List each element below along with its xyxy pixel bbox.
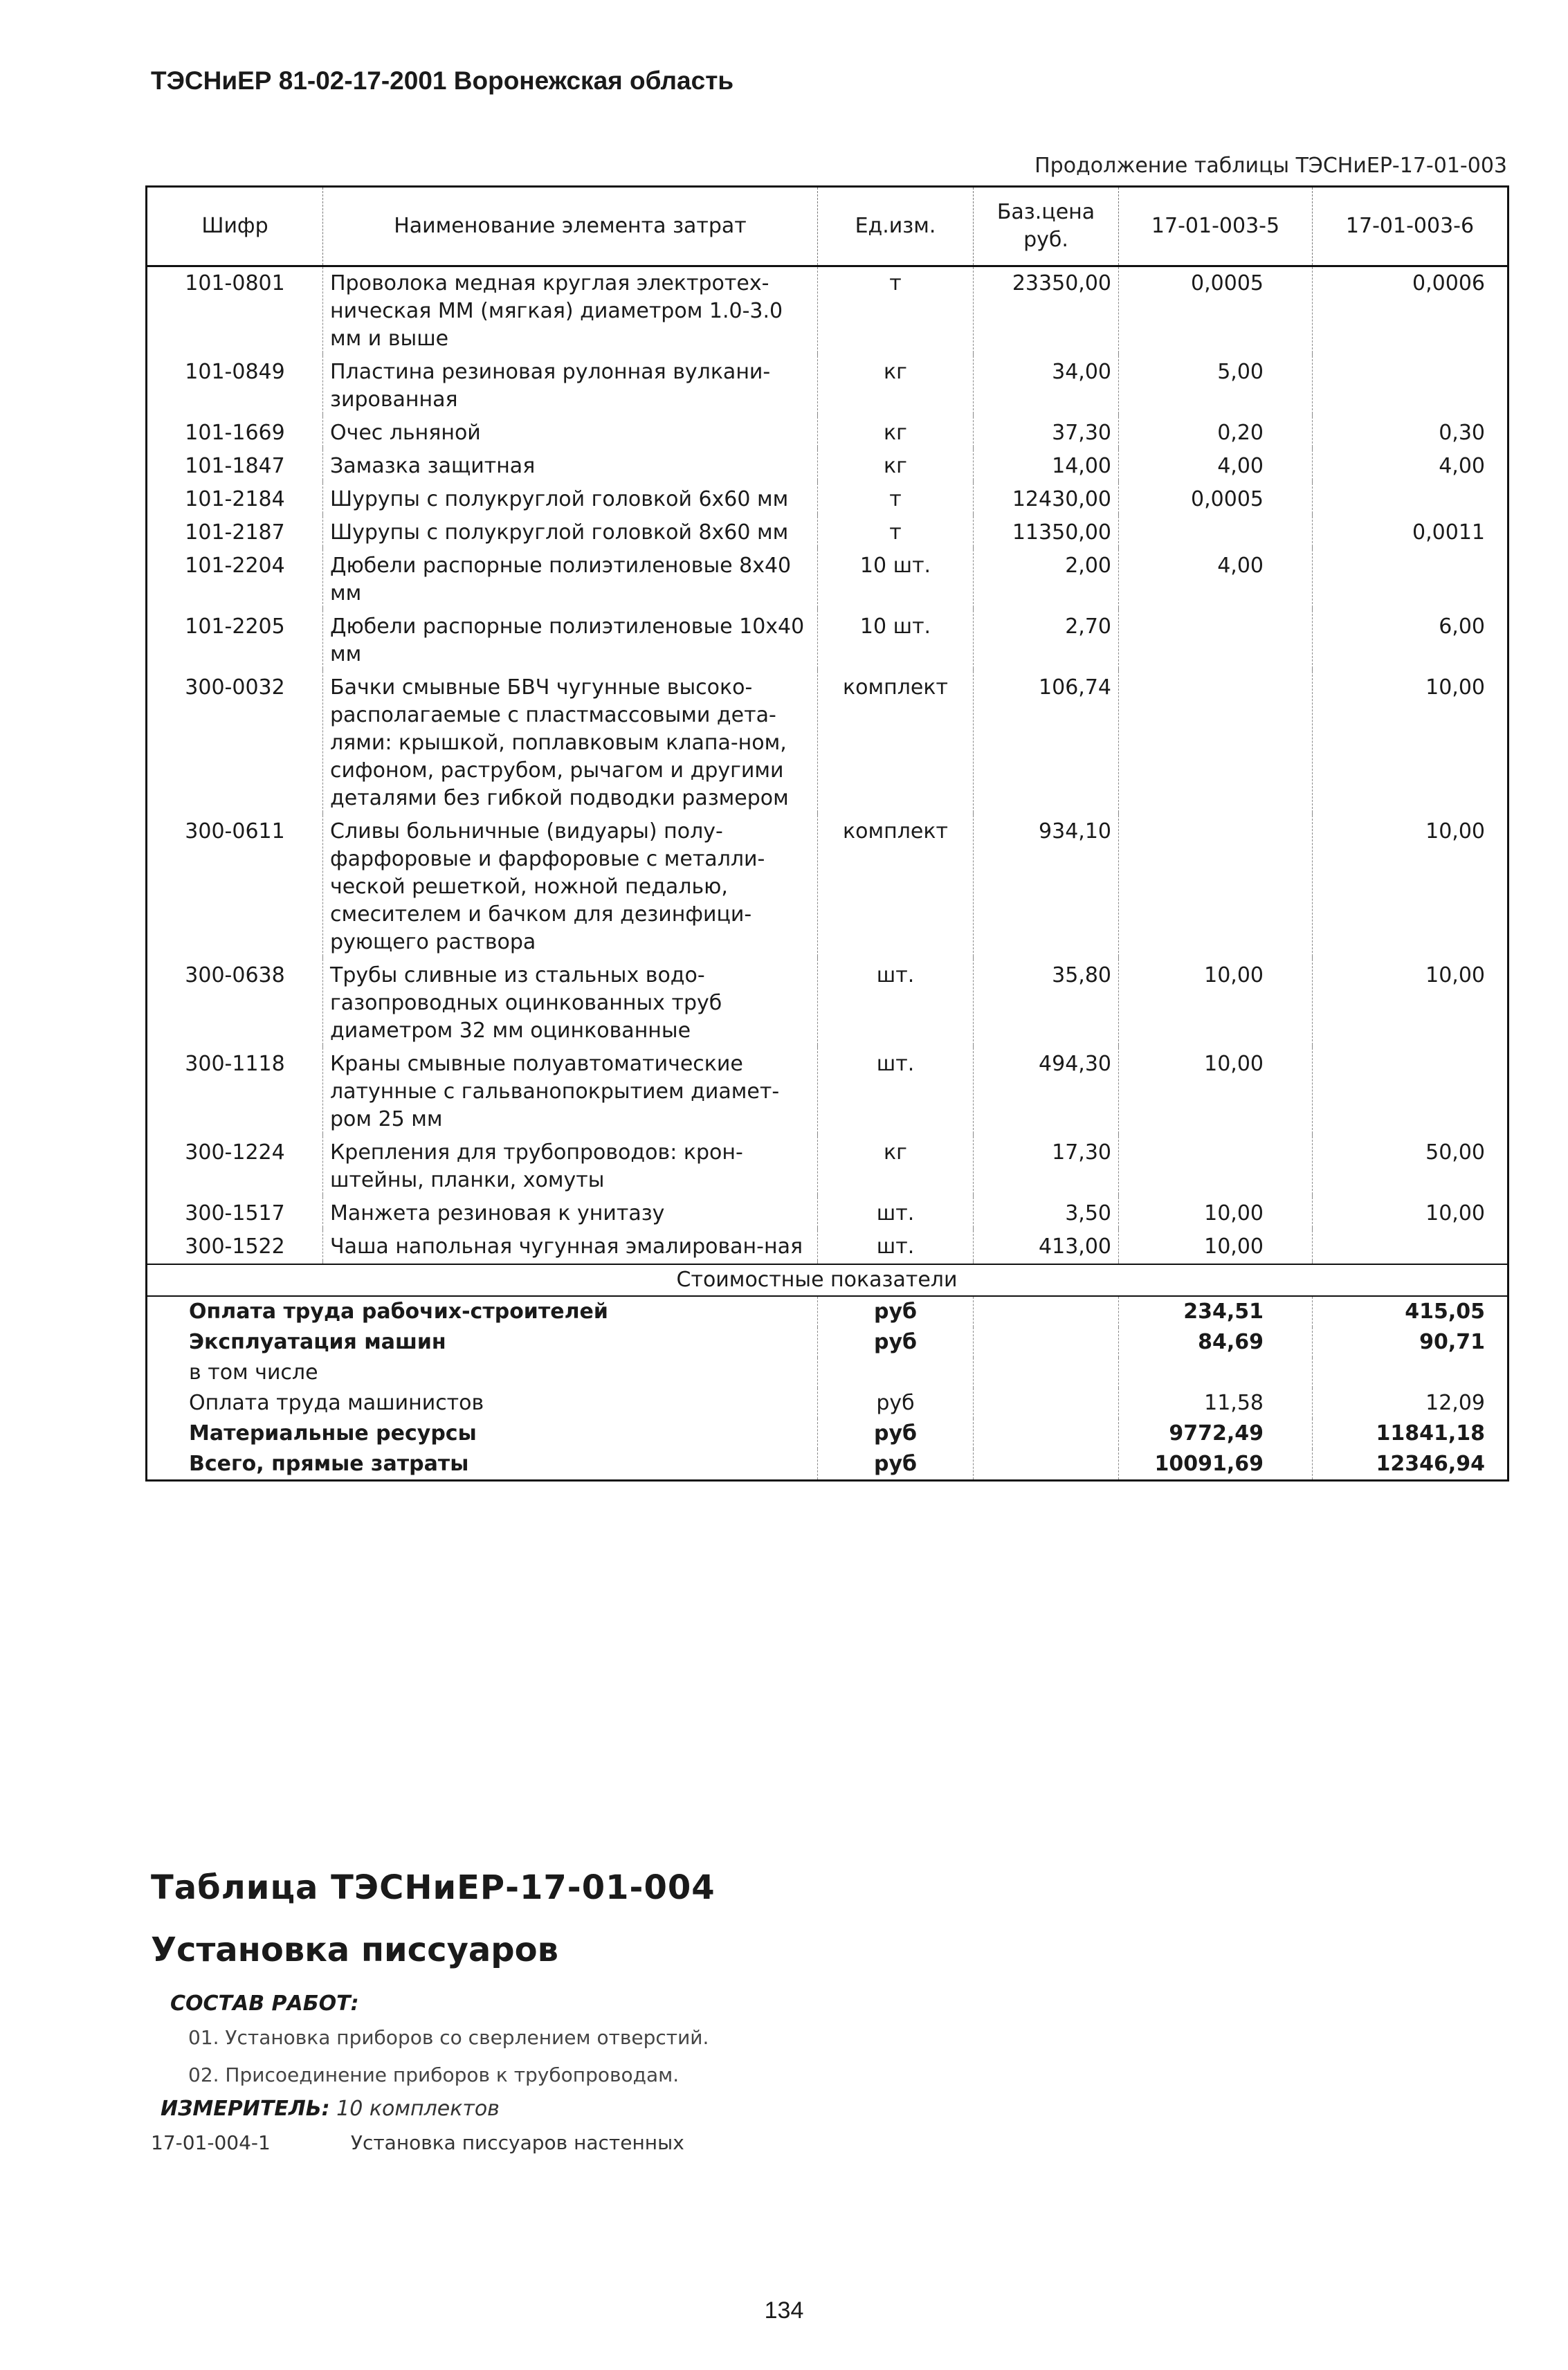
row-value-17-01-003-6: 10,00 (1313, 1197, 1508, 1228)
row-unit: кг (818, 450, 974, 480)
row-code: 101-0801 (147, 266, 323, 354)
row-unit: т (818, 516, 974, 547)
row-code: 101-2184 (147, 483, 323, 513)
row-price: 2,00 (974, 549, 1119, 608)
resource-table (145, 185, 1509, 1482)
totals-label: Всего, прямые затраты (147, 1449, 818, 1481)
row-unit: шт. (818, 1048, 974, 1133)
row-unit: 10 шт. (818, 549, 974, 608)
row-price: 11350,00 (974, 516, 1119, 547)
row-value-17-01-003-6: 4,00 (1313, 450, 1508, 480)
totals-empty (974, 1388, 1119, 1419)
table-items (147, 266, 1508, 1265)
cost-section-label: Стоимостные показатели (147, 1264, 1508, 1296)
row-price: 35,80 (974, 959, 1119, 1045)
row-price: 23350,00 (974, 266, 1119, 354)
row-unit: шт. (818, 1197, 974, 1228)
page-header: ТЭСНиЕР 81-02-17-2001 Воронежская область (151, 66, 734, 95)
row-code: 101-1669 (147, 417, 323, 447)
totals-empty (974, 1419, 1119, 1449)
row-name: Крепления для трубопроводов: крон-штейны, планки, хомуты (323, 1136, 818, 1194)
totals-value-17-01-003-5: 10091,69 (1119, 1449, 1313, 1481)
row-value-17-01-003-5: 0,0005 (1119, 483, 1313, 513)
row-name: Шурупы с полукруглой головкой 8х60 мм (323, 516, 818, 547)
col-header-17-01-003-6: 17-01-003-6 (1313, 187, 1508, 266)
row-name: Чаша напольная чугунная эмалирован-ная (323, 1230, 818, 1261)
row-price: 934,10 (974, 815, 1119, 956)
row-name: Манжета резиновая к унитазу (323, 1197, 818, 1228)
table-continuation-label: Продолжение таблицы ТЭСНиЕР-17-01-003 (1034, 154, 1507, 178)
table-row (147, 815, 1508, 956)
row-value-17-01-003-5 (1119, 610, 1313, 668)
row-value-17-01-003-5: 10,00 (1119, 1230, 1313, 1261)
composition-label: СОСТАВ РАБОТ: (170, 1991, 359, 2016)
row-name: Дюбели распорные полиэтиленовые 8х40 мм (323, 549, 818, 608)
measure-line (161, 2097, 500, 2121)
table-row (147, 1048, 1508, 1133)
table-row (147, 483, 1508, 513)
row-value-17-01-003-6 (1313, 356, 1508, 414)
table-row (147, 1230, 1508, 1261)
work-item: 01. Установка приборов со сверлением отверстий. (188, 2026, 709, 2049)
totals-label: Оплата труда рабочих-строителей (147, 1296, 818, 1327)
row-value-17-01-003-5: 10,00 (1119, 959, 1313, 1045)
totals-row (147, 1358, 1508, 1388)
col-header-price: Баз.цена руб. (974, 187, 1119, 266)
table-row (147, 516, 1508, 547)
section-title: Таблица ТЭСНиЕР-17-01-004 (151, 1868, 715, 1907)
row-name: Бачки смывные БВЧ чугунные высоко-располагаемые с пластмассовыми дета-лями: крышкой, поплавковым клапа-ном, сифоном, раструбом, рычагом и другими деталями без гибкой подводки размером (323, 671, 818, 812)
totals-empty (974, 1358, 1119, 1388)
totals-value-17-01-003-6: 415,05 (1313, 1296, 1508, 1327)
totals-value-17-01-003-6: 12346,94 (1313, 1449, 1508, 1481)
row-unit: комплект (818, 815, 974, 956)
page-number: 134 (764, 2297, 804, 2324)
row-value-17-01-003-5: 0,0005 (1119, 266, 1313, 354)
totals-label: Материальные ресурсы (147, 1419, 818, 1449)
totals-row (147, 1449, 1508, 1481)
table-row (147, 417, 1508, 447)
row-name: Пластина резиновая рулонная вулкани-зированная (323, 356, 818, 414)
row-value-17-01-003-5: 10,00 (1119, 1048, 1313, 1133)
row-unit: т (818, 266, 974, 354)
row-name: Шурупы с полукруглой головкой 6х60 мм (323, 483, 818, 513)
measure-label: ИЗМЕРИТЕЛЬ: (161, 2097, 330, 2121)
table-row (147, 549, 1508, 608)
totals-row (147, 1419, 1508, 1449)
totals-unit: руб (818, 1419, 974, 1449)
item-code: 17-01-004-1 (151, 2131, 271, 2154)
row-value-17-01-003-6: 10,00 (1313, 959, 1508, 1045)
totals-value-17-01-003-5 (1119, 1358, 1313, 1388)
row-price: 17,30 (974, 1136, 1119, 1194)
row-price: 413,00 (974, 1230, 1119, 1261)
work-item: 02. Присоединение приборов к трубопроводам. (188, 2063, 680, 2086)
row-code: 300-1118 (147, 1048, 323, 1133)
table-header-row (147, 187, 1508, 266)
row-unit: т (818, 483, 974, 513)
row-value-17-01-003-6 (1313, 1048, 1508, 1133)
row-unit: кг (818, 417, 974, 447)
totals-unit: руб (818, 1449, 974, 1481)
totals-value-17-01-003-6: 12,09 (1313, 1388, 1508, 1419)
row-value-17-01-003-5: 4,00 (1119, 450, 1313, 480)
row-value-17-01-003-5: 10,00 (1119, 1197, 1313, 1228)
row-value-17-01-003-6: 50,00 (1313, 1136, 1508, 1194)
section-subtitle: Установка писсуаров (151, 1931, 558, 1969)
totals-unit: руб (818, 1388, 974, 1419)
row-name: Краны смывные полуавтоматические латунные с гальванопокрытием диамет-ром 25 мм (323, 1048, 818, 1133)
row-price: 106,74 (974, 671, 1119, 812)
item-name: Установка писсуаров настенных (350, 2131, 684, 2154)
row-name: Сливы больничные (видуары) полу-фарфоровые и фарфоровые с металли-ческой решеткой, ножной педалью, смесителем и бачком для дезинфици-рующего раствора (323, 815, 818, 956)
row-code: 101-2187 (147, 516, 323, 547)
row-code: 300-1517 (147, 1197, 323, 1228)
row-value-17-01-003-6: 10,00 (1313, 671, 1508, 812)
row-name: Проволока медная круглая электротех-ническая ММ (мягкая) диаметром 1.0-3.0 мм и выше (323, 266, 818, 354)
row-unit: шт. (818, 959, 974, 1045)
row-price: 34,00 (974, 356, 1119, 414)
totals-value-17-01-003-5: 9772,49 (1119, 1419, 1313, 1449)
totals-label: в том числе (147, 1358, 818, 1388)
totals-unit: руб (818, 1296, 974, 1327)
totals-unit (818, 1358, 974, 1388)
row-price: 12430,00 (974, 483, 1119, 513)
row-code: 101-2205 (147, 610, 323, 668)
totals-value-17-01-003-6: 90,71 (1313, 1327, 1508, 1358)
row-price: 3,50 (974, 1197, 1119, 1228)
totals-row (147, 1327, 1508, 1358)
row-value-17-01-003-6 (1313, 1230, 1508, 1261)
row-code: 101-0849 (147, 356, 323, 414)
totals-empty (974, 1296, 1119, 1327)
row-name: Дюбели распорные полиэтиленовые 10х40 мм (323, 610, 818, 668)
table-row (147, 266, 1508, 354)
row-code: 300-0638 (147, 959, 323, 1045)
col-header-name: Наименование элемента затрат (323, 187, 818, 266)
row-value-17-01-003-6 (1313, 549, 1508, 608)
row-name: Замазка защитная (323, 450, 818, 480)
row-unit: шт. (818, 1230, 974, 1261)
totals-row (147, 1296, 1508, 1327)
row-value-17-01-003-5: 5,00 (1119, 356, 1313, 414)
totals-label: Оплата труда машинистов (147, 1388, 818, 1419)
row-value-17-01-003-6 (1313, 483, 1508, 513)
totals-unit: руб (818, 1327, 974, 1358)
row-price: 2,70 (974, 610, 1119, 668)
row-value-17-01-003-5: 0,20 (1119, 417, 1313, 447)
row-name: Очес льняной (323, 417, 818, 447)
totals-value-17-01-003-5: 11,58 (1119, 1388, 1313, 1419)
item-code-row (151, 2131, 684, 2154)
row-code: 101-2204 (147, 549, 323, 608)
totals-empty (974, 1449, 1119, 1481)
row-unit: 10 шт. (818, 610, 974, 668)
row-value-17-01-003-6: 10,00 (1313, 815, 1508, 956)
totals-value-17-01-003-5: 84,69 (1119, 1327, 1313, 1358)
row-code: 101-1847 (147, 450, 323, 480)
row-code: 300-0032 (147, 671, 323, 812)
totals-empty (974, 1327, 1119, 1358)
table-row (147, 356, 1508, 414)
totals-value-17-01-003-6 (1313, 1358, 1508, 1388)
table-row (147, 1136, 1508, 1194)
cost-section-row (147, 1264, 1508, 1296)
col-header-unit: Ед.изм. (818, 187, 974, 266)
row-name: Трубы сливные из стальных водо-газопроводных оцинкованных труб диаметром 32 мм оцинкованные (323, 959, 818, 1045)
row-value-17-01-003-6: 0,30 (1313, 417, 1508, 447)
row-code: 300-1522 (147, 1230, 323, 1261)
table-row (147, 959, 1508, 1045)
row-unit: комплект (818, 671, 974, 812)
row-value-17-01-003-6: 0,0006 (1313, 266, 1508, 354)
col-header-code: Шифр (147, 187, 323, 266)
table-row (147, 671, 1508, 812)
row-value-17-01-003-5 (1119, 671, 1313, 812)
row-value-17-01-003-5 (1119, 516, 1313, 547)
row-value-17-01-003-5 (1119, 1136, 1313, 1194)
totals-label: Эксплуатация машин (147, 1327, 818, 1358)
row-code: 300-0611 (147, 815, 323, 956)
row-unit: кг (818, 1136, 974, 1194)
table-row (147, 450, 1508, 480)
row-price: 37,30 (974, 417, 1119, 447)
totals-value-17-01-003-6: 11841,18 (1313, 1419, 1508, 1449)
measure-value: 10 комплектов (336, 2097, 500, 2121)
totals-row (147, 1388, 1508, 1419)
row-unit: кг (818, 356, 974, 414)
row-code: 300-1224 (147, 1136, 323, 1194)
row-value-17-01-003-6: 6,00 (1313, 610, 1508, 668)
totals-value-17-01-003-5: 234,51 (1119, 1296, 1313, 1327)
row-price: 494,30 (974, 1048, 1119, 1133)
table-totals (147, 1264, 1508, 1481)
col-header-17-01-003-5: 17-01-003-5 (1119, 187, 1313, 266)
table-row (147, 1197, 1508, 1228)
row-value-17-01-003-5 (1119, 815, 1313, 956)
table-row (147, 610, 1508, 668)
row-value-17-01-003-5: 4,00 (1119, 549, 1313, 608)
row-price: 14,00 (974, 450, 1119, 480)
row-value-17-01-003-6: 0,0011 (1313, 516, 1508, 547)
